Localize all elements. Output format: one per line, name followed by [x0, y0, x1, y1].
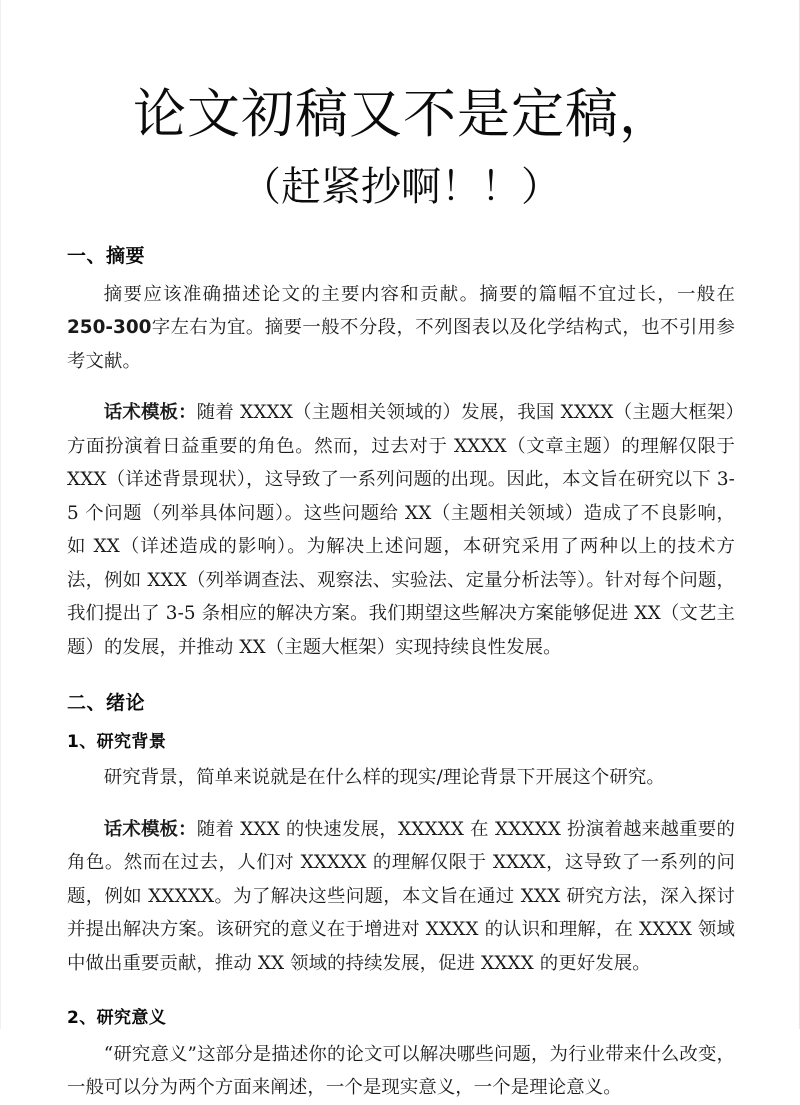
template-lead-label-abstract: 话术模板：: [103, 402, 197, 424]
paragraph-abstract-template: [67, 396, 735, 664]
subsection-heading-research-significance: 2、研究意义: [67, 1008, 167, 1029]
paragraph-research-background-description: [67, 761, 735, 795]
template-body-background: 随着 XXX 的快速发展，XXXXX 在 XXXXX 扮演着越来越重要的角色。然而在过去，人们对 XXXXX 的理解仅限于 XXXX，这导致了一系列的问题，例如 XXXXX。为了解决这些问题，本文旨在通过 XXX 研究方法，深入探讨并提出解决方案。该研究的意义在于增进对 XXXX 的认识和理解，在 XXXX 领域中做出重要贡献，推动 XX 领域的持续发展，促进 XXXX 的更好发展。: [67, 818, 735, 974]
abstract-text-part-2: 字左右为宜。摘要一般不分段，不列图表以及化学结构式，也不引用参考文献。: [67, 317, 735, 372]
section-heading-introduction: 二、绪论: [67, 692, 146, 715]
subsection-heading-research-background: 1、研究背景: [67, 732, 167, 753]
paragraph-abstract-description: [67, 278, 735, 379]
page-content: [67, 0, 735, 1105]
document-title-block: [67, 0, 735, 209]
paragraph-research-background-template: [67, 813, 735, 981]
research-significance-text: “研究意义”这部分是描述你的论文可以解决哪些问题，为行业带来什么改变，一般可以分为两个方面来阐述，一个是现实意义，一个是理论意义。: [67, 1043, 735, 1099]
template-body-abstract: 随着 XXXX（主题相关领域的）发展，我国 XXXX（主题大框架）方面扮演着日益重要的角色。然而，过去对于 XXXX（文章主题）的理解仅限于 XXX（详述背景现状），这导致了一系列问题的出现。因此，本文旨在研究以下 3-5 个问题（列举具体问题）。这些问题给 XX（主题相关领域）造成了不良影响，如 XX（详述造成的影响）。为解决上述问题，本研究采用了两种以上的技术方法，例如 XXX（列举调查法、观察法、实验法、定量分析法等）。针对每个问题，我们提出了 3-5 条相应的解决方案。我们期望这些解决方案能够促进 XX（文艺主题）的发展，并推动 XX（主题大框架）实现持续良性发展。: [67, 402, 735, 658]
abstract-word-count: 250-300: [67, 317, 152, 339]
abstract-text-part-1: 摘要应该准确描述论文的主要内容和贡献。摘要的篇幅不宜过长，一般在: [103, 283, 735, 305]
paragraph-research-significance-description: [67, 1038, 735, 1105]
document-title-line-1: 论文初稿又不是定稿，: [133, 84, 673, 145]
research-background-text: 研究背景，简单来说就是在什么样的现实/理论背景下开展这个研究。: [103, 767, 665, 789]
document-title-line-2: （赶紧抄啊！！）: [241, 164, 561, 211]
template-lead-label-background: 话术模板：: [103, 818, 197, 840]
section-heading-abstract: 一、摘要: [67, 245, 146, 268]
